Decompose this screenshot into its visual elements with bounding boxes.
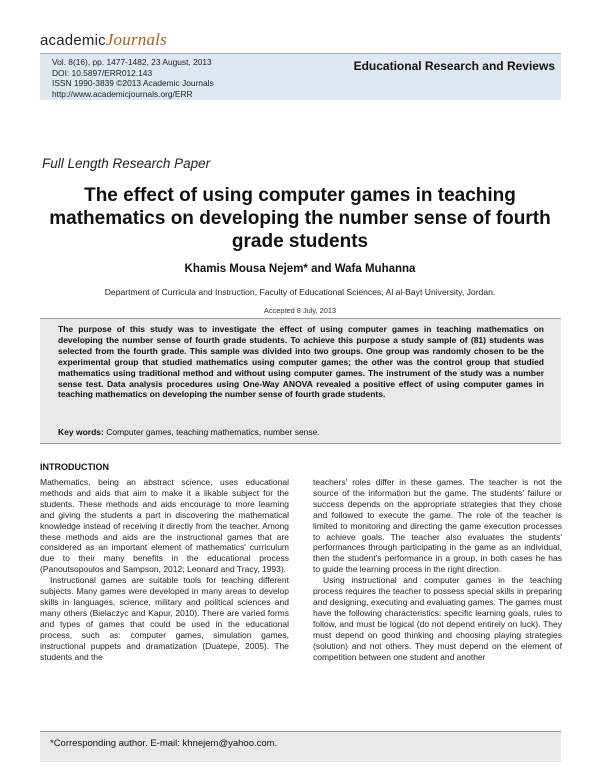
abstract-text: The purpose of this study was to investigate the effect of using computer games in teaching mathematics on developing the number sense of fourth grade students. To achieve this purpose a study sample of (81) students was selected from the fourth grade. This sample was divided into two groups. One group was randomly chosen to be the experimental group that studied mathematics using computer games; the other was the control group that studied mathematics using traditional method and without using computer games. The instrument of the study was a number sense test. Data analysis procedures using One-Way ANOVA revealed a positive effect of using computer games in teaching mathematics on developing the number sense of fourth grade students.: [58, 324, 544, 400]
paragraph: teachers' roles differ in these games. The teacher is not the source of the information but the game. The students' failure or success depends on the appropriate strategies that they chose and followed to execute the game. The role of the teacher is limited to monitoring and directing the game execution processes to achieve goals. The teacher also evaluates the students' performances through participating in the game as an individual, then the student's performance in a group, in both cases he has to guide the learning process in the right direction.: [313, 477, 562, 575]
abstract-box: [40, 318, 561, 444]
paper-type: Full Length Research Paper: [42, 156, 211, 171]
publication-info: [52, 57, 214, 99]
keywords-label: Key words:: [58, 427, 104, 437]
doi-line: DOI: 10.5897/ERR012.143: [52, 67, 153, 78]
body-column-left: [40, 477, 289, 662]
journal-name: Educational Research and Reviews: [353, 59, 555, 73]
footnote-box: [40, 731, 561, 762]
paragraph: Using instructional and computer games in the teaching process requires the teacher to possess special skills in preparing and designing, executing and evaluating games. The games must have the following characteristics: specific learning goals, rules to follow, and must be logical (do not depend entirely on luck). They must depend on good thinking and choosing playing strategies (solution) and not others. They must depend on the element of competition between one student and another: [313, 575, 562, 662]
paragraph: Mathematics, being an abstract science, uses educational methods and aids that aim to make it a likable subject for the students. These methods and aids encourage to more learning and giving the students a part in discovering the mathematical knowledge instead of receiving it directly from the teacher. Among these methods and aids are the instructional games that are considered as an important element of mathematics' curriculum due to their many benefits in the educational process (Panoutsopoulos and Sampson, 2012; Leonard and Tracy, 1993).: [40, 477, 289, 575]
logo-prefix: academic: [40, 32, 106, 49]
section-heading-introduction: INTRODUCTION: [40, 462, 109, 472]
accepted-date: Accepted 8 July, 2013: [263, 306, 337, 315]
keywords: [58, 427, 320, 437]
volume-line: Vol. 8(16), pp. 1477-1482, 23 August, 2013: [52, 57, 212, 67]
keywords-text: Computer games, teaching mathematics, number sense.: [106, 427, 320, 437]
url-line: http://www.academicjournals.org/ERR: [52, 88, 193, 99]
logo-suffix: Journals: [105, 30, 167, 49]
paper-title: The effect of using computer games in teaching mathematics on developing the number sense of fourth grade students: [49, 185, 551, 252]
authors: Khamis Mousa Nejem* and Wafa Muhanna: [184, 263, 416, 275]
body-column-right: [313, 477, 562, 662]
issn-line: ISSN 1990-3839 ©2013 Academic Journals: [52, 78, 214, 89]
affiliation: Department of Curricula and Instruction, Faculty of Educational Sciences, Al al-Bayt University, Jordan.: [104, 287, 496, 297]
paragraph: Instructional games are suitable tools for teaching different subjects. Many games were developed in many areas to develop skills in languages, science, military and political sciences and many others (Bielaczyc and Kapur, 2010). There are varied forms and types of games that could be used in the educational process, such as: computer games, simulation games, instructional puppets and dramatization (Duatepe, 2005). The students and the: [40, 575, 289, 662]
journal-logo: [40, 30, 167, 50]
corresponding-author-note: *Corresponding author. E-mail: khnejem@yahoo.com.: [50, 738, 278, 749]
journal-info-box: [40, 53, 561, 100]
